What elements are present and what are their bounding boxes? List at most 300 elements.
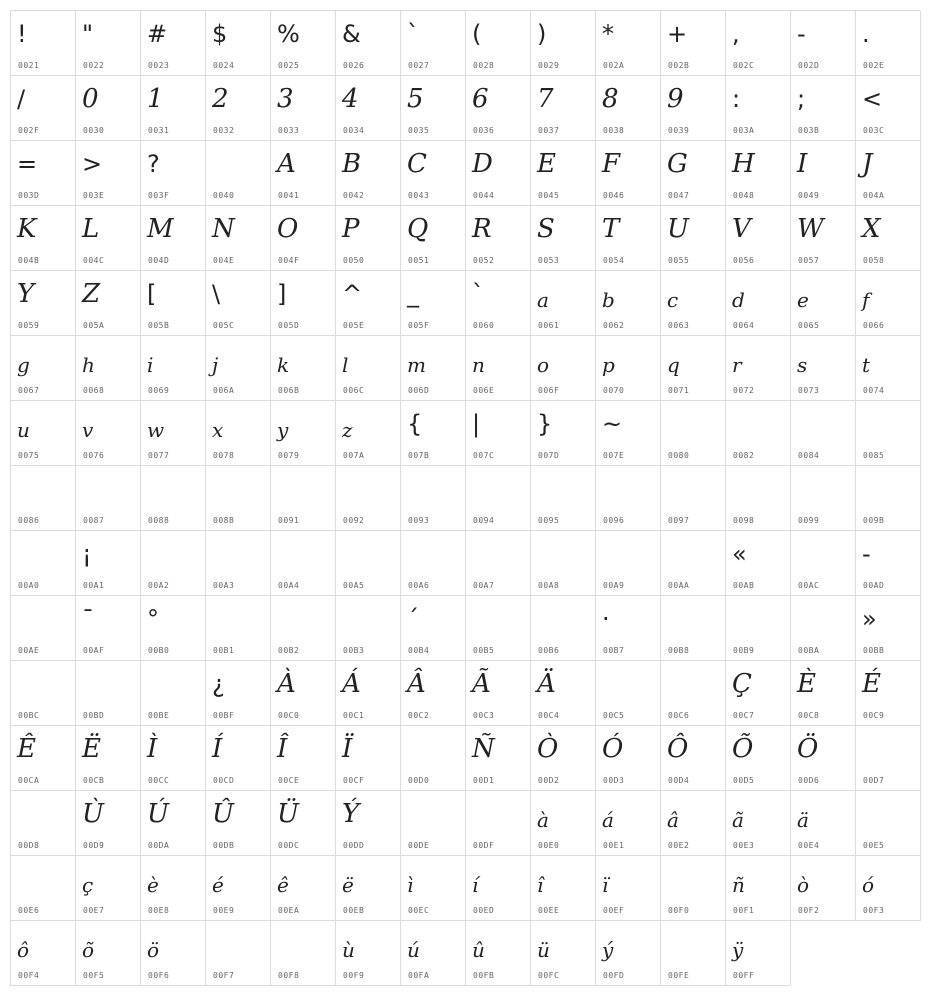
glyph-cell [791, 141, 856, 206]
glyph-cell [401, 791, 466, 856]
glyph-sample: Õ [732, 734, 754, 764]
codepoint-label: 00CC [148, 776, 170, 785]
codepoint-label: 0080 [668, 451, 690, 460]
glyph-sample: Ô [667, 734, 689, 764]
glyph-sample: " [82, 20, 94, 48]
codepoint-label: 0050 [343, 256, 365, 265]
codepoint-label: 0070 [603, 386, 625, 395]
codepoint-label: 00D8 [18, 841, 40, 850]
glyph-sample: { [407, 410, 423, 438]
glyph-cell [141, 531, 206, 596]
codepoint-label: 0068 [83, 386, 105, 395]
glyph-cell [726, 76, 791, 141]
codepoint-label: 002B [668, 61, 690, 70]
codepoint-label: 004F [278, 256, 300, 265]
glyph-sample: · [602, 605, 610, 633]
codepoint-label: 0059 [18, 321, 40, 330]
glyph-sample: û [472, 938, 485, 962]
glyph-cell [401, 921, 466, 986]
codepoint-label: 005C [213, 321, 235, 330]
codepoint-label: 0096 [603, 516, 625, 525]
glyph-cell [76, 336, 141, 401]
glyph-cell [726, 271, 791, 336]
glyph-cell [141, 726, 206, 791]
codepoint-label: 0027 [408, 61, 430, 70]
glyph-cell [596, 726, 661, 791]
glyph-sample: r [732, 353, 742, 377]
glyph-cell [11, 141, 76, 206]
glyph-sample: $ [212, 20, 228, 48]
codepoint-label: 00B4 [408, 646, 430, 655]
codepoint-label: 00BF [213, 711, 235, 720]
glyph-sample: à [537, 808, 549, 832]
glyph-cell [336, 661, 401, 726]
glyph-sample: e [797, 288, 809, 312]
glyph-sample: « [732, 540, 747, 568]
codepoint-label: 0033 [278, 126, 300, 135]
glyph-sample: ; [797, 85, 806, 113]
codepoint-label: 00E4 [798, 841, 820, 850]
glyph-sample: I [797, 149, 808, 179]
glyph-sample: d [732, 288, 745, 312]
glyph-cell [661, 531, 726, 596]
glyph-sample: ú [407, 938, 420, 962]
glyph-sample: Á [342, 669, 361, 699]
glyph-cell [206, 791, 271, 856]
codepoint-label: 00C5 [603, 711, 625, 720]
glyph-sample: . [862, 20, 870, 48]
glyph-cell [76, 271, 141, 336]
glyph-cell [206, 856, 271, 921]
glyph-sample: í [472, 873, 479, 897]
codepoint-label: 0023 [148, 61, 170, 70]
glyph-cell [856, 336, 921, 401]
codepoint-label: 00A8 [538, 581, 560, 590]
glyph-sample: z [342, 418, 353, 442]
codepoint-label: 002C [733, 61, 755, 70]
glyph-cell [336, 11, 401, 76]
codepoint-label: 0074 [863, 386, 885, 395]
codepoint-label: 00C1 [343, 711, 365, 720]
glyph-sample: s [797, 353, 808, 377]
codepoint-label: 0044 [473, 191, 495, 200]
glyph-cell [271, 141, 336, 206]
glyph-cell [141, 11, 206, 76]
glyph-cell [661, 76, 726, 141]
codepoint-label: 00FD [603, 971, 625, 980]
codepoint-label: 00DF [473, 841, 495, 850]
glyph-cell [401, 856, 466, 921]
codepoint-label: 005E [343, 321, 365, 330]
glyph-sample: ä [797, 808, 809, 832]
glyph-sample: È [797, 669, 816, 699]
codepoint-label: 00BD [83, 711, 105, 720]
codepoint-label: 00E5 [863, 841, 885, 850]
glyph-sample: À [277, 669, 296, 699]
codepoint-label: 004E [213, 256, 235, 265]
glyph-sample: Û [212, 799, 234, 829]
glyph-sample: Ë [82, 734, 101, 764]
glyph-cell [11, 856, 76, 921]
codepoint-label: 00AA [668, 581, 690, 590]
glyph-cell [206, 76, 271, 141]
glyph-sample: 4 [342, 84, 359, 114]
glyph-sample: ç [82, 873, 94, 897]
glyph-sample: 2 [212, 84, 229, 114]
glyph-sample: o [537, 353, 550, 377]
glyph-cell [271, 11, 336, 76]
glyph-cell [271, 206, 336, 271]
codepoint-label: 0028 [473, 61, 495, 70]
glyph-cell [856, 466, 921, 531]
codepoint-label: 0031 [148, 126, 170, 135]
glyph-cell [76, 531, 141, 596]
glyph-cell [11, 336, 76, 401]
codepoint-label: 00DD [343, 841, 365, 850]
glyph-cell [661, 271, 726, 336]
glyph-cell [271, 921, 336, 986]
glyph-sample: V [732, 214, 751, 244]
glyph-cell [271, 791, 336, 856]
codepoint-label: 00B2 [278, 646, 300, 655]
glyph-cell [336, 271, 401, 336]
glyph-cell [141, 206, 206, 271]
glyph-cell [596, 661, 661, 726]
glyph-sample: c [667, 288, 679, 312]
glyph-cell [856, 76, 921, 141]
codepoint-label: 003B [798, 126, 820, 135]
glyph-cell [596, 791, 661, 856]
glyph-sample: è [147, 873, 159, 897]
codepoint-label: 00BA [798, 646, 820, 655]
glyph-sample: a [537, 288, 549, 312]
codepoint-label: 0069 [148, 386, 170, 395]
codepoint-label: 00C0 [278, 711, 300, 720]
codepoint-label: 00E1 [603, 841, 625, 850]
glyph-cell [596, 596, 661, 661]
glyph-sample: ö [147, 938, 160, 962]
glyph-sample: ñ [732, 873, 745, 897]
glyph-sample: > [82, 150, 103, 178]
codepoint-label: 00A5 [343, 581, 365, 590]
codepoint-label: 0098 [733, 516, 755, 525]
codepoint-label: 0053 [538, 256, 560, 265]
glyph-cell [76, 206, 141, 271]
glyph-cell [401, 76, 466, 141]
codepoint-label: 00AB [733, 581, 755, 590]
glyph-sample: x [212, 418, 224, 442]
codepoint-label: 00D1 [473, 776, 495, 785]
glyph-cell [11, 596, 76, 661]
glyph-cell [856, 596, 921, 661]
glyph-cell [791, 531, 856, 596]
glyph-cell [76, 791, 141, 856]
glyph-cell [11, 466, 76, 531]
glyph-cell [791, 661, 856, 726]
glyph-sample: 6 [472, 84, 489, 114]
glyph-sample: ) [537, 20, 547, 48]
glyph-cell [336, 531, 401, 596]
codepoint-label: 0056 [733, 256, 755, 265]
codepoint-label: 00ED [473, 906, 495, 915]
codepoint-label: 002A [603, 61, 625, 70]
glyph-cell [141, 466, 206, 531]
codepoint-label: 004A [863, 191, 885, 200]
glyph-sample: m [407, 353, 426, 377]
glyph-sample: w [147, 418, 165, 442]
codepoint-label: 00D0 [408, 776, 430, 785]
codepoint-label: 00E3 [733, 841, 755, 850]
glyph-cell [11, 921, 76, 986]
codepoint-label: 0038 [603, 126, 625, 135]
glyph-cell [466, 791, 531, 856]
glyph-sample: F [602, 149, 621, 179]
glyph-cell [141, 141, 206, 206]
glyph-cell [726, 531, 791, 596]
glyph-sample: i [147, 353, 154, 377]
codepoint-label: 00AF [83, 646, 105, 655]
glyph-sample: 1 [147, 84, 164, 114]
glyph-cell [206, 596, 271, 661]
glyph-sample: Ü [277, 799, 299, 829]
codepoint-label: 00A3 [213, 581, 235, 590]
codepoint-label: 00F9 [343, 971, 365, 980]
glyph-cell [856, 141, 921, 206]
codepoint-label: 0099 [798, 516, 820, 525]
glyph-sample: g [17, 353, 30, 377]
glyph-cell [596, 856, 661, 921]
glyph-cell [401, 336, 466, 401]
codepoint-label: 0042 [343, 191, 365, 200]
codepoint-label: 0084 [798, 451, 820, 460]
glyph-cell [531, 336, 596, 401]
glyph-cell [661, 726, 726, 791]
glyph-sample: # [147, 20, 168, 48]
glyph-cell [726, 206, 791, 271]
glyph-cell [11, 76, 76, 141]
glyph-cell [791, 11, 856, 76]
codepoint-label: 0057 [798, 256, 820, 265]
codepoint-label: 00CD [213, 776, 235, 785]
glyph-cell [11, 791, 76, 856]
codepoint-label: 006C [343, 386, 365, 395]
glyph-cell [791, 856, 856, 921]
codepoint-label: 00F0 [668, 906, 690, 915]
glyph-sample: â [667, 808, 679, 832]
glyph-cell [466, 271, 531, 336]
glyph-cell [271, 271, 336, 336]
codepoint-label: 005F [408, 321, 430, 330]
codepoint-label: 00B6 [538, 646, 560, 655]
glyph-cell [791, 206, 856, 271]
codepoint-label: 003D [18, 191, 40, 200]
glyph-cell [531, 466, 596, 531]
codepoint-label: 0052 [473, 256, 495, 265]
glyph-cell [856, 661, 921, 726]
glyph-cell [271, 596, 336, 661]
glyph-cell [76, 596, 141, 661]
glyph-cell [11, 206, 76, 271]
glyph-cell [336, 206, 401, 271]
glyph-sample: T [602, 214, 620, 244]
codepoint-label: 00A2 [148, 581, 170, 590]
codepoint-label: 0092 [343, 516, 365, 525]
glyph-cell [206, 726, 271, 791]
codepoint-label: 00C9 [863, 711, 885, 720]
glyph-cell [271, 856, 336, 921]
glyph-sample: = [17, 150, 38, 178]
codepoint-label: 00CF [343, 776, 365, 785]
glyph-cell [271, 336, 336, 401]
glyph-cell [726, 856, 791, 921]
codepoint-label: 0067 [18, 386, 40, 395]
glyph-sample: Q [407, 214, 429, 244]
codepoint-label: 0085 [863, 451, 885, 460]
glyph-sample: , [732, 20, 740, 48]
glyph-sample: P [342, 214, 360, 244]
codepoint-label: 00FC [538, 971, 560, 980]
glyph-sample: ~ [602, 410, 623, 438]
codepoint-label: 003A [733, 126, 755, 135]
codepoint-label: 0046 [603, 191, 625, 200]
glyph-cell [531, 661, 596, 726]
codepoint-label: 00BB [863, 646, 885, 655]
glyph-cell [336, 466, 401, 531]
codepoint-label: 0058 [863, 256, 885, 265]
codepoint-label: 00DB [213, 841, 235, 850]
glyph-cell [726, 401, 791, 466]
glyph-sample: [ [147, 280, 157, 308]
glyph-cell [596, 271, 661, 336]
codepoint-label: 004D [148, 256, 170, 265]
glyph-sample: É [862, 669, 881, 699]
glyph-cell [466, 856, 531, 921]
glyph-cell [271, 401, 336, 466]
codepoint-label: 00F4 [18, 971, 40, 980]
glyph-sample: L [82, 214, 100, 244]
glyph-sample: î [537, 873, 544, 897]
glyph-sample: ã [732, 808, 744, 832]
codepoint-label: 006E [473, 386, 495, 395]
glyph-cell [401, 466, 466, 531]
glyph-sample: N [212, 214, 235, 244]
glyph-cell [596, 466, 661, 531]
glyph-sample: O [277, 214, 299, 244]
glyph-sample: J [862, 149, 873, 179]
codepoint-label: 003F [148, 191, 170, 200]
glyph-cell [336, 921, 401, 986]
glyph-sample: < [862, 85, 883, 113]
glyph-cell [206, 271, 271, 336]
codepoint-label: 0037 [538, 126, 560, 135]
codepoint-label: 002D [798, 61, 820, 70]
codepoint-label: 00BE [148, 711, 170, 720]
glyph-sample: ? [147, 150, 160, 178]
codepoint-label: 0045 [538, 191, 560, 200]
codepoint-label: 00EB [343, 906, 365, 915]
glyph-cell [661, 921, 726, 986]
glyph-sample: H [732, 149, 755, 179]
glyph-cell [661, 466, 726, 531]
glyph-cell [531, 141, 596, 206]
glyph-cell [11, 726, 76, 791]
codepoint-label: 0048 [733, 191, 755, 200]
glyph-sample: X [862, 214, 881, 244]
codepoint-label: 0022 [83, 61, 105, 70]
codepoint-label: 00CE [278, 776, 300, 785]
glyph-sample: u [17, 418, 30, 442]
glyph-cell [596, 336, 661, 401]
glyph-cell [206, 336, 271, 401]
codepoint-label: 006D [408, 386, 430, 395]
codepoint-label: 0021 [18, 61, 40, 70]
glyph-cell [401, 206, 466, 271]
glyph-cell [856, 401, 921, 466]
glyph-cell [531, 271, 596, 336]
glyph-sample: ` [407, 20, 419, 48]
codepoint-label: 0043 [408, 191, 430, 200]
glyph-sample: ^ [342, 280, 363, 308]
glyph-cell [466, 206, 531, 271]
glyph-cell [466, 76, 531, 141]
codepoint-label: 0072 [733, 386, 755, 395]
codepoint-label: 0049 [798, 191, 820, 200]
codepoint-label: 00EC [408, 906, 430, 915]
glyph-sample: ] [277, 280, 287, 308]
codepoint-label: 00F5 [83, 971, 105, 980]
glyph-cell [596, 11, 661, 76]
codepoint-label: 00FB [473, 971, 495, 980]
glyph-cell [76, 466, 141, 531]
glyph-cell [141, 596, 206, 661]
glyph-sample: ù [342, 938, 355, 962]
codepoint-label: 00FA [408, 971, 430, 980]
glyph-cell [271, 726, 336, 791]
codepoint-label: 00F8 [278, 971, 300, 980]
codepoint-label: 00F7 [213, 971, 235, 980]
glyph-sample: ê [277, 873, 289, 897]
glyph-sample: b [602, 288, 615, 312]
codepoint-label: 0066 [863, 321, 885, 330]
glyph-cell [76, 11, 141, 76]
codepoint-label: 00C6 [668, 711, 690, 720]
glyph-cell [141, 791, 206, 856]
glyph-cell [856, 531, 921, 596]
codepoint-label: 0079 [278, 451, 300, 460]
glyph-cell [401, 271, 466, 336]
glyph-sample: 3 [277, 84, 294, 114]
codepoint-label: 007D [538, 451, 560, 460]
codepoint-label: 00C2 [408, 711, 430, 720]
codepoint-label: 00B3 [343, 646, 365, 655]
glyph-sample: ! [17, 20, 27, 48]
glyph-sample: } [537, 410, 553, 438]
glyph-sample: A [277, 149, 296, 179]
codepoint-label: 00E2 [668, 841, 690, 850]
glyph-sample: Ì [147, 734, 158, 764]
glyph-sample: Y [17, 279, 35, 309]
glyph-sample: j [212, 353, 219, 377]
glyph-sample: & [342, 20, 361, 48]
glyph-sample: S [537, 214, 555, 244]
codepoint-label: 006A [213, 386, 235, 395]
glyph-cell [531, 596, 596, 661]
glyph-cell [791, 726, 856, 791]
glyph-sample: ¿ [212, 670, 225, 698]
glyph-sample: Ú [147, 799, 169, 829]
glyph-sample: ò [797, 873, 810, 897]
glyph-cell [596, 531, 661, 596]
